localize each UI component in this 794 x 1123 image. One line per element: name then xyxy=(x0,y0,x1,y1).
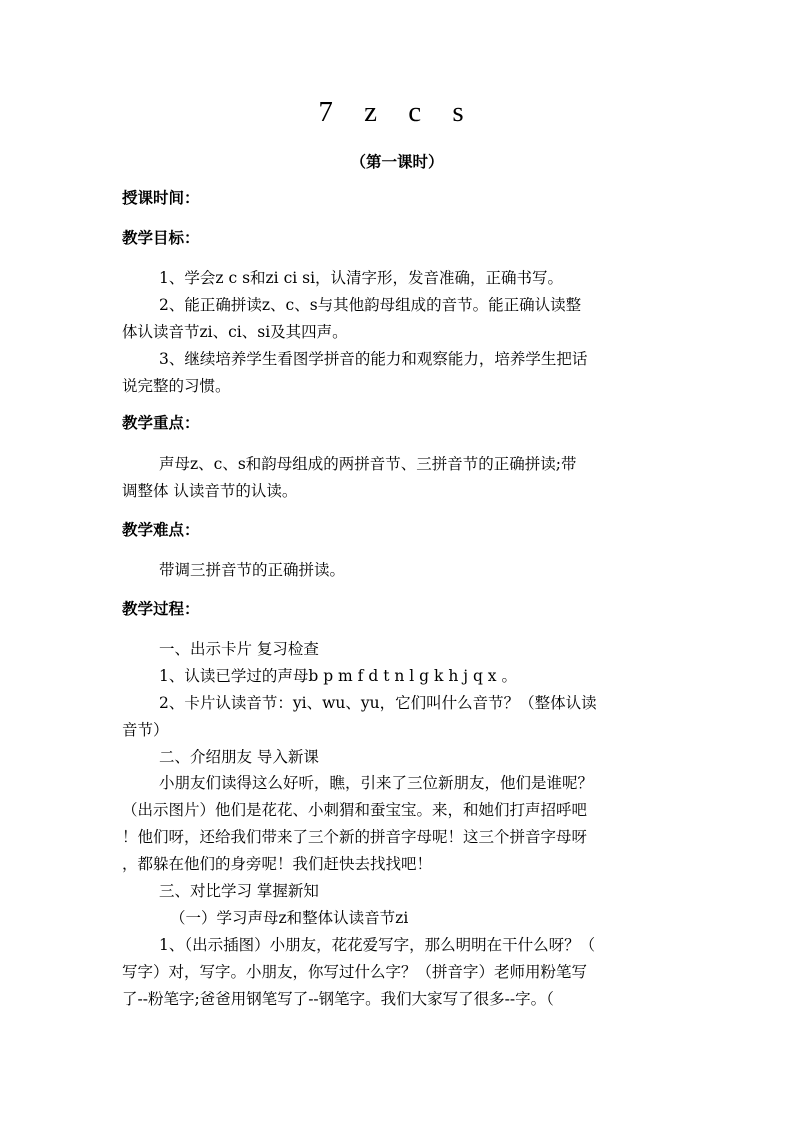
process-line: 小朋友们读得这么好听，瞧，引来了三位新朋友，他们是谁呢？ xyxy=(159,774,594,792)
goal-line: 3、继续培养学生看图学拼音的能力和观察能力，培养学生把话 xyxy=(159,350,588,368)
process-line: ，都躲在他们的身旁呢！我们赶快去找找吧！ xyxy=(122,855,433,873)
process-line: ！他们呀，还给我们带来了三个新的拼音字母呢！这三个拼音字母呀 xyxy=(122,828,588,846)
process-line: 1、认读已学过的声母b p m f d t n l g k h j q x 。 xyxy=(159,667,517,685)
heading-process: 教学过程： xyxy=(122,600,200,618)
process-line: 二、介绍朋友 导入新课 xyxy=(159,748,319,766)
heading-difficulty: 教学难点： xyxy=(122,521,200,539)
goal-line: 1、学会z c s和zi ci si，认清字形，发音准确，正确书写。 xyxy=(159,269,564,287)
lesson-title: 7 z c s xyxy=(318,96,476,128)
process-line: 一、出示卡片 复习检查 xyxy=(159,640,319,658)
heading-focus: 教学重点： xyxy=(122,414,200,432)
heading-time: 授课时间： xyxy=(122,189,200,207)
process-line: 写字）对，写字。小朋友，你写过什么字？（拼音字）老师用粉笔写 xyxy=(122,963,588,981)
goal-line: 说完整的习惯。 xyxy=(122,377,231,395)
goal-line: 体认读音节zi、ci、si及其四声。 xyxy=(122,323,348,341)
process-line: 2、卡片认读音节：yi、wu、yu，它们叫什么音节？（整体认读 xyxy=(159,694,597,712)
difficulty-line: 带调三拼音节的正确拼读。 xyxy=(159,561,346,579)
focus-line: 声母z、c、s和韵母组成的两拼音节、三拼音节的正确拼读;带 xyxy=(159,455,577,473)
process-line: 1、（出示插图）小朋友，花花爱写字，那么明明在干什么呀？（ xyxy=(159,936,596,954)
lesson-subtitle: （第一课时） xyxy=(350,153,444,171)
process-line: 音节） xyxy=(122,721,169,739)
process-line: （出示图片）他们是花花、小刺猬和蚕宝宝。来，和她们打声招呼吧 xyxy=(122,801,588,819)
process-line: 三、对比学习 掌握新知 xyxy=(159,882,319,900)
goal-line: 2、能正确拼读z、c、s与其他韵母组成的音节。能正确认读整 xyxy=(159,296,582,314)
process-line: （一）学习声母z和整体认读音节zi xyxy=(170,909,409,927)
process-line: 了--粉笔字;爸爸用钢笔写了--钢笔字。我们大家写了很多--字。（ xyxy=(122,990,554,1008)
focus-line: 调整体 认读音节的认读。 xyxy=(122,482,298,500)
heading-goals: 教学目标： xyxy=(122,229,200,247)
